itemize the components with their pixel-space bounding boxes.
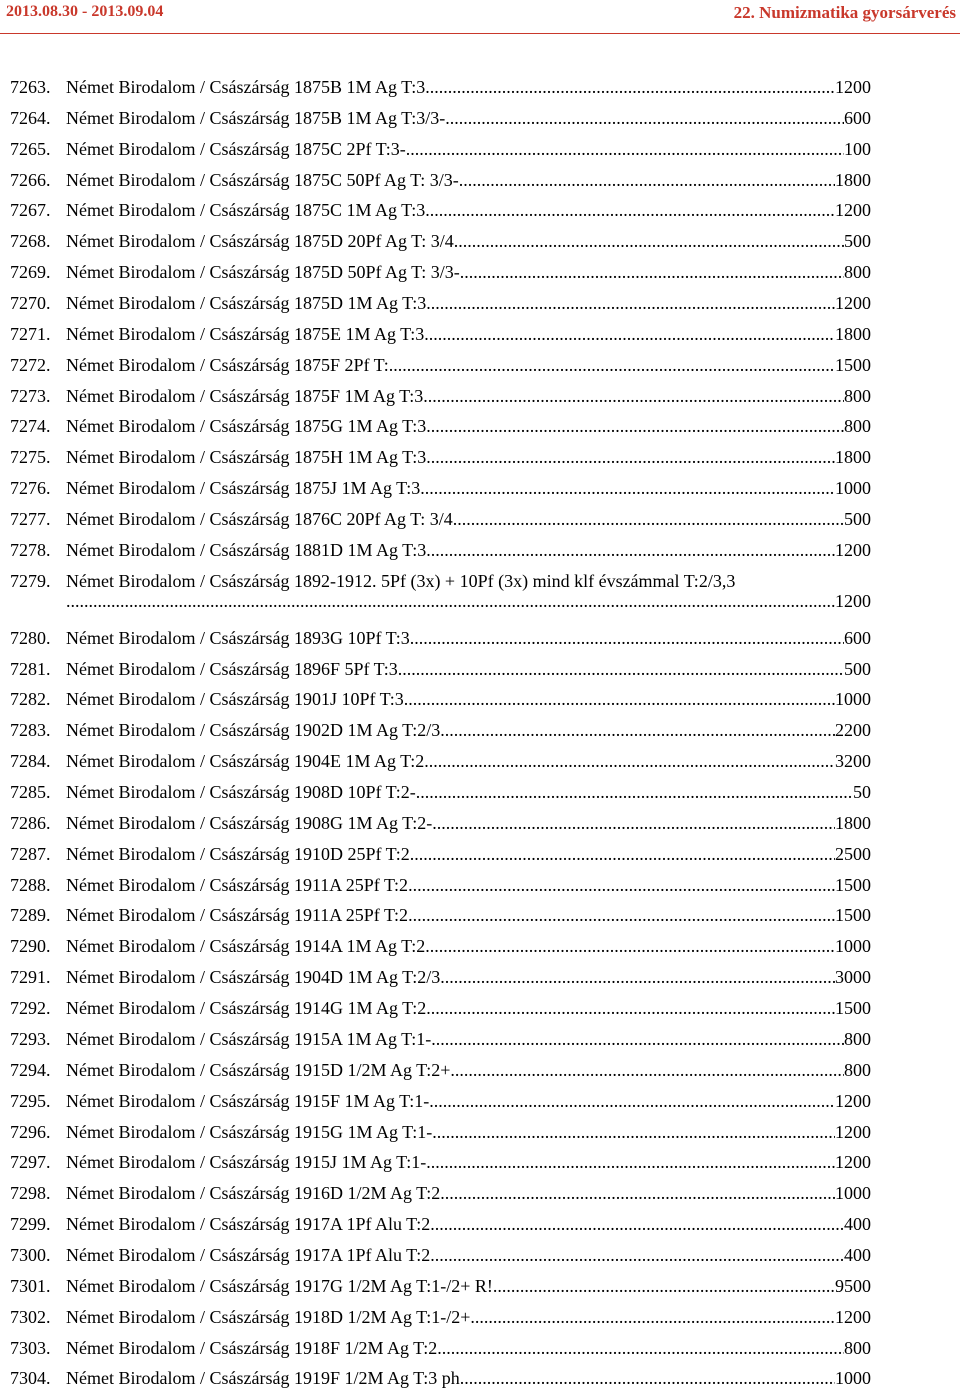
lot-price: 1200 (835, 1090, 871, 1111)
lot-number: 7286. (10, 812, 51, 833)
lot-description: Német Birodalom / Császárság 1875D 1M Ag T:3 (66, 293, 427, 314)
lot-price: 1200 (835, 590, 871, 611)
lot-price: 100 (844, 138, 871, 159)
leader-dots (425, 931, 835, 962)
lot-row (0, 993, 960, 1024)
lot-row (0, 226, 960, 257)
lot-row (0, 1055, 960, 1086)
lot-number: 7299. (10, 1214, 51, 1235)
lot-number: 7266. (10, 169, 51, 190)
leader-dots (426, 993, 835, 1024)
lot-price: 3000 (835, 967, 871, 988)
lot-row (0, 839, 960, 870)
lot-description: Német Birodalom / Császárság 1917A 1Pf Alu T:2 (66, 1214, 431, 1235)
lot-description: Német Birodalom / Császárság 1875E 1M Ag T:3 (66, 323, 425, 344)
lot-number: 7263. (10, 77, 51, 97)
lot-description: Német Birodalom / Császárság 1915F 1M Ag T:1- (66, 1090, 430, 1111)
lot-number: 7304. (10, 1368, 51, 1389)
lot-number: 7295. (10, 1090, 51, 1111)
lot-row (0, 257, 960, 288)
lot-row (0, 504, 960, 535)
lot-row (0, 72, 960, 103)
leader-dots (431, 1024, 844, 1055)
lot-number: 7270. (10, 293, 51, 314)
leader-dots (493, 1271, 835, 1302)
lot-row (0, 473, 960, 504)
auction-title: 22. Numizmatika gyorsárverés (733, 3, 956, 22)
lot-row (0, 808, 960, 839)
lot-description: Német Birodalom / Császárság 1875B 1M Ag T:3 (66, 77, 426, 97)
lot-price: 1000 (835, 936, 871, 957)
lot-description: Német Birodalom / Császárság 1908D 10Pf T:2- (66, 782, 416, 803)
lot-description: Német Birodalom / Császárság 1875G 1M Ag T:3 (66, 416, 427, 437)
lot-number: 7290. (10, 936, 51, 957)
lot-number: 7301. (10, 1275, 51, 1296)
lot-row (0, 411, 960, 442)
leader-dots (425, 195, 835, 226)
leader-dots (408, 870, 835, 901)
lot-price: 1500 (835, 998, 871, 1019)
lot-row (0, 1086, 960, 1117)
lot-row (0, 103, 960, 134)
lot-description: Német Birodalom / Császárság 1875D 50Pf Ag T: 3/3- (66, 262, 460, 283)
lot-row (0, 288, 960, 319)
leader-dots (426, 535, 835, 566)
lot-description: Német Birodalom / Császárság 1875F 2Pf T: (66, 354, 389, 375)
lot-description: Német Birodalom / Császárság 1875F 1M Ag T:3 (66, 385, 424, 406)
lot-description: Német Birodalom / Császárság 1918D 1/2M Ag T:1-/2+ (66, 1306, 471, 1327)
lot-description: Német Birodalom / Császárság 1881D 1M Ag T:3 (66, 539, 427, 560)
leader-dots (459, 165, 835, 196)
lot-row (0, 165, 960, 196)
lot-row (0, 1271, 960, 1302)
lot-price: 400 (844, 1244, 871, 1265)
lot-price: 1200 (835, 1306, 871, 1327)
leader-dots (470, 1302, 835, 1333)
lot-row (0, 962, 960, 993)
leader-dots (450, 1055, 844, 1086)
lot-description: Német Birodalom / Császárság 1875J 1M Ag T:3 (66, 478, 421, 499)
lot-number: 7303. (10, 1337, 51, 1358)
lot-description: Német Birodalom / Császárság 1910D 25Pf T:2 (66, 843, 410, 864)
lot-row (0, 566, 960, 623)
leader-dots (398, 654, 844, 685)
lot-description: Német Birodalom / Császárság 1902D 1M Ag T:2/3 (66, 720, 441, 741)
leader-dots (430, 1209, 844, 1240)
leader-dots (432, 1117, 835, 1148)
lot-description: Német Birodalom / Császárság 1915G 1M Ag T:1- (66, 1121, 433, 1142)
leader-dots (424, 746, 835, 777)
lot-number: 7281. (10, 658, 51, 679)
leader-dots (410, 623, 844, 654)
lot-price: 1200 (835, 1121, 871, 1142)
lot-description: Német Birodalom / Császárság 1875C 2Pf T:3- (66, 138, 406, 159)
lot-number: 7284. (10, 751, 51, 772)
lot-price: 600 (844, 107, 871, 128)
lot-description: Német Birodalom / Császárság 1875H 1M Ag T:3 (66, 447, 427, 468)
leader-dots (432, 808, 835, 839)
lot-price: 800 (844, 262, 871, 283)
lot-number: 7285. (10, 782, 51, 803)
leader-dots (440, 715, 835, 746)
leader-dots (440, 1178, 835, 1209)
lot-row (0, 319, 960, 350)
lot-row (0, 442, 960, 473)
lot-row (0, 1240, 960, 1271)
leader-dots (66, 586, 835, 617)
lot-description: Német Birodalom / Császárság 1893G 10Pf T:3 (66, 627, 410, 648)
lot-price: 1000 (835, 1183, 871, 1204)
lot-number: 7279. (10, 570, 51, 591)
lot-row (0, 931, 960, 962)
lot-number: 7269. (10, 262, 51, 283)
lot-number: 7277. (10, 509, 51, 530)
leader-dots (426, 1147, 835, 1178)
lot-description: Német Birodalom / Császárság 1915D 1/2M Ag T:2+ (66, 1059, 451, 1080)
lot-price: 1000 (835, 478, 871, 499)
lot-price: 1800 (835, 169, 871, 190)
lot-number: 7298. (10, 1183, 51, 1204)
leader-dots (464, 1363, 835, 1394)
lot-price: 800 (844, 385, 871, 406)
lot-description: Német Birodalom / Császárság 1916D 1/2M Ag T:2 (66, 1183, 441, 1204)
lot-price: 1800 (835, 323, 871, 344)
leader-dots (425, 72, 835, 103)
leader-dots (408, 900, 835, 931)
lot-price: 400 (844, 1214, 871, 1235)
lot-number: 7267. (10, 200, 51, 221)
auction-dates: 2013.08.30 - 2013.09.04 (6, 3, 164, 20)
leader-dots (460, 257, 844, 288)
lot-price: 9500 (835, 1275, 871, 1296)
lot-number: 7273. (10, 385, 51, 406)
leader-dots (440, 962, 835, 993)
page-header (0, 0, 960, 34)
lot-price: 1200 (835, 293, 871, 314)
lot-price: 800 (844, 1337, 871, 1358)
lot-row (0, 535, 960, 566)
lot-price: 1500 (835, 874, 871, 895)
lot-description: Német Birodalom / Császárság 1896F 5Pf T:3 (66, 658, 398, 679)
lot-price: 500 (844, 231, 871, 252)
lot-row (0, 195, 960, 226)
lot-number: 7287. (10, 843, 51, 864)
lot-number: 7272. (10, 354, 51, 375)
leader-dots (445, 103, 844, 134)
lot-description: Német Birodalom / Császárság 1875C 1M Ag T:3 (66, 200, 426, 221)
lot-description: Német Birodalom / Császárság 1904E 1M Ag T:2 (66, 751, 425, 772)
leader-dots (420, 473, 835, 504)
lot-row (0, 654, 960, 685)
lot-description: Német Birodalom / Császárság 1911A 25Pf T:2 (66, 905, 409, 926)
lot-number: 7293. (10, 1028, 51, 1049)
lot-number: 7288. (10, 874, 51, 895)
lot-description: Német Birodalom / Császárság 1908G 1M Ag T:2- (66, 812, 433, 833)
lot-price: 600 (844, 627, 871, 648)
leader-dots (429, 1086, 835, 1117)
lot-price: 1500 (835, 354, 871, 375)
lot-price: 800 (844, 416, 871, 437)
lot-number: 7300. (10, 1244, 51, 1265)
lot-number: 7283. (10, 720, 51, 741)
lot-number: 7292. (10, 998, 51, 1019)
lot-number: 7282. (10, 689, 51, 710)
leader-dots (416, 777, 853, 808)
lot-row (0, 1117, 960, 1148)
header-divider (0, 33, 960, 34)
lot-description: Német Birodalom / Császárság 1901J 10Pf T:3 (66, 689, 404, 710)
lot-number: 7265. (10, 138, 51, 159)
lot-number: 7297. (10, 1152, 51, 1173)
lot-number: 7274. (10, 416, 51, 437)
leader-dots (406, 134, 844, 165)
lot-description: Német Birodalom / Császárság 1875C 50Pf Ag T: 3/3- (66, 169, 459, 190)
lot-row (0, 134, 960, 165)
lot-row (0, 1302, 960, 1333)
lot-number: 7276. (10, 478, 51, 499)
lot-row (0, 1333, 960, 1364)
lot-price: 1000 (835, 1368, 871, 1389)
lot-number: 7291. (10, 967, 51, 988)
lot-price: 500 (844, 509, 871, 530)
lot-description: Német Birodalom / Császárság 1917G 1/2M Ag T:1-/2+ R! (66, 1275, 493, 1296)
leader-dots (424, 319, 835, 350)
lot-number: 7264. (10, 107, 51, 128)
leader-dots (430, 1240, 844, 1271)
lot-price: 1000 (835, 689, 871, 710)
lot-description: Német Birodalom / Császárság 1914A 1M Ag T:2 (66, 936, 426, 957)
lot-row (0, 900, 960, 931)
leader-dots (423, 381, 844, 412)
lot-price: 2200 (835, 720, 871, 741)
lot-description: Német Birodalom / Császárság 1915J 1M Ag T:1- (66, 1152, 427, 1173)
lot-price: 2500 (835, 843, 871, 864)
lot-price: 1800 (835, 447, 871, 468)
lot-description: Német Birodalom / Császárság 1875B 1M Ag T:3/3- (66, 107, 446, 128)
lot-number: 7268. (10, 231, 51, 252)
lot-row (0, 777, 960, 808)
lot-row (0, 1147, 960, 1178)
lot-row (0, 684, 960, 715)
lot-price: 1500 (835, 905, 871, 926)
leader-dots (454, 226, 844, 257)
lot-description: Német Birodalom / Császárság 1904D 1M Ag T:2/3 (66, 967, 441, 988)
lot-number: 7296. (10, 1121, 51, 1142)
lot-price: 3200 (835, 751, 871, 772)
lot-row (0, 623, 960, 654)
lot-row (0, 1024, 960, 1055)
lot-number: 7275. (10, 447, 51, 468)
leader-dots (453, 504, 844, 535)
lot-number: 7271. (10, 323, 51, 344)
lot-description: Német Birodalom / Császárság 1876C 20Pf Ag T: 3/4 (66, 509, 453, 530)
lot-description: Német Birodalom / Császárság 1875D 20Pf Ag T: 3/4 (66, 231, 454, 252)
leader-dots (426, 411, 844, 442)
lot-number: 7289. (10, 905, 51, 926)
lot-price: 1200 (835, 77, 871, 97)
lot-description: Német Birodalom / Császárság 1911A 25Pf T:2 (66, 874, 409, 895)
lot-number: 7278. (10, 539, 51, 560)
lot-row (0, 1209, 960, 1240)
lot-number: 7280. (10, 627, 51, 648)
lot-description: Német Birodalom / Császárság 1919F 1/2M Ag T:3 ph. (66, 1368, 465, 1389)
lot-price: 1200 (835, 539, 871, 560)
lot-row (0, 1363, 960, 1394)
leader-dots (389, 350, 835, 381)
lot-row (0, 1178, 960, 1209)
lot-number: 7302. (10, 1306, 51, 1327)
leader-dots (437, 1333, 844, 1364)
lot-price: 500 (844, 658, 871, 679)
lot-description: Német Birodalom / Császárság 1915A 1M Ag T:1- (66, 1028, 432, 1049)
lot-description: Német Birodalom / Császárság 1892-1912. 5Pf (3x) + 10Pf (3x) mind klf évszámmal T:2/3,3 (66, 570, 736, 591)
leader-dots (426, 288, 835, 319)
leader-dots (410, 839, 835, 870)
lot-row (0, 870, 960, 901)
lot-price: 1200 (835, 1152, 871, 1173)
lot-row (0, 715, 960, 746)
lot-row (0, 746, 960, 777)
leader-dots (426, 442, 835, 473)
lot-price: 800 (844, 1059, 871, 1080)
lot-list (0, 72, 960, 1394)
lot-number: 7294. (10, 1059, 51, 1080)
leader-dots (404, 684, 835, 715)
lot-row (0, 381, 960, 412)
lot-description: Német Birodalom / Császárság 1917A 1Pf Alu T:2 (66, 1244, 431, 1265)
lot-row (0, 350, 960, 381)
lot-price: 1800 (835, 812, 871, 833)
lot-price: 50 (853, 782, 871, 803)
lot-description: Német Birodalom / Császárság 1914G 1M Ag T:2 (66, 998, 427, 1019)
lot-price: 1200 (835, 200, 871, 221)
lot-price: 800 (844, 1028, 871, 1049)
lot-description: Német Birodalom / Császárság 1918F 1/2M Ag T:2 (66, 1337, 438, 1358)
